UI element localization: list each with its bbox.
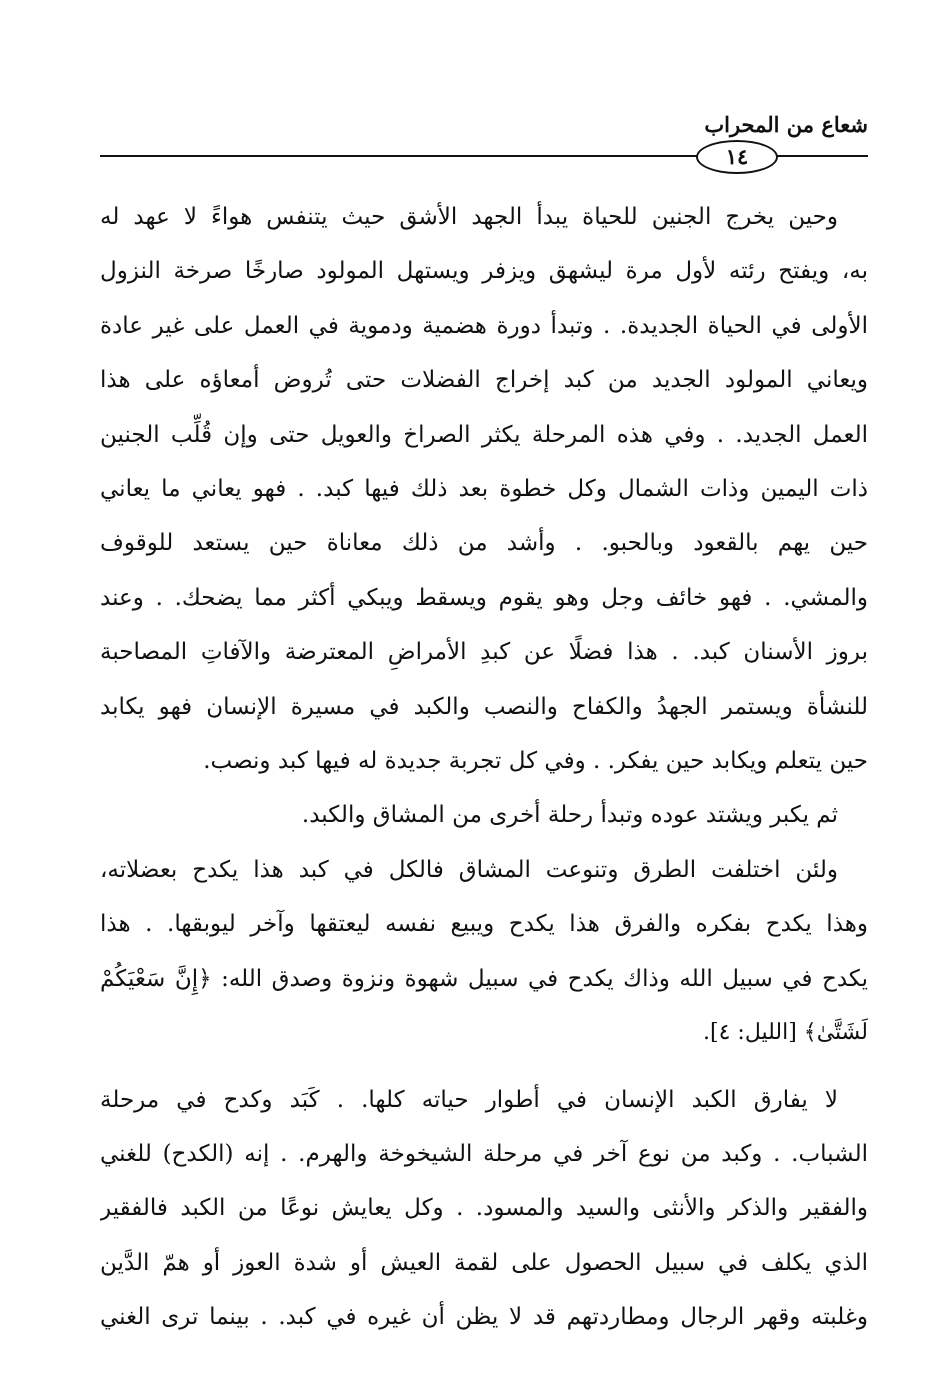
body-text [100, 190, 868, 1345]
text-line: العمل الجديد. . وفي هذه المرحلة يكثر الصراخ والعويل حتى وإن قُلِّب الجنين [100, 421, 868, 448]
text-line: ثم يكبر ويشتد عوده وتبدأ رحلة أخرى من المشاق والكبد. [301, 802, 838, 829]
text-line: وغلبته وقهر الرجال ومطاردتهم قد لا يظن أن غيره في كبد. . بينما ترى الغني [100, 1304, 868, 1331]
text-line: لَشَتَّىٰ﴾ [الليل: ٤]. [703, 1020, 868, 1046]
paragraph-gap [100, 1061, 868, 1073]
text-line: الشباب. . وكبد من نوع آخر في مرحلة الشيخوخة والهرم. . إنه (الكدح) للغني [100, 1140, 868, 1167]
text-line: حين يتعلم ويكابد حين يفكر. . وفي كل تجربة جديدة له فيها كبد ونصب. [203, 748, 868, 775]
text-line: الأولى في الحياة الجديدة. . وتبدأ دورة هضمية ودموية في العمل على غير عادة [100, 312, 868, 339]
text-line: للنشأة ويستمر الجهدُ والكفاح والنصب والكبد في مسيرة الإنسان فهو يكابد [100, 693, 868, 720]
page-header [100, 112, 868, 172]
text-line: به، ويفتح رئته لأول مرة ليشهق ويزفر ويستهل المولود صارخًا صرخة النزول [100, 258, 868, 285]
running-title: شعاع من المحراب [704, 112, 868, 137]
text-line: حين يهم بالقعود وبالحبو. . وأشد من ذلك معاناة حين يستعد للوقوف [100, 530, 868, 557]
page-number-badge: ١٤ [696, 140, 778, 174]
text-line: والمشي. . فهو خائف وجل وهو يقوم ويسقط ويبكي أكثر مما يضحك. . وعند [100, 584, 868, 611]
text-line: وهذا يكدح بفكره والفرق هذا يكدح ويبيع نفسه ليعتقها وآخر ليوبقها. . هذا [100, 911, 868, 938]
text-line: والفقير والذكر والأنثى والسيد والمسود. . وكل يعايش نوعًا من الكبد فالفقير [100, 1195, 868, 1222]
text-line: وحين يخرج الجنين للحياة يبدأ الجهد الأشق حيث يتنفس هواءً لا عهد له [100, 204, 838, 230]
text-line: الذي يكلف في سبيل الحصول على لقمة العيش أو شدة العوز أو همّ الدَّين [100, 1249, 868, 1276]
text-line: بروز الأسنان كبد. . هذا فضلًا عن كبدِ الأمراضِ المعترضة والآفاتِ المصاحبة [100, 639, 868, 666]
text-line: لا يفارق الكبد الإنسان في أطوار حياته كلها. . كَبَد وكدح في مرحلة [100, 1086, 838, 1113]
text-line: ويعاني المولود الجديد من كبد إخراج الفضلات حتى تُروض أمعاؤه على هذا [100, 367, 868, 394]
text-line: يكدح في سبيل الله وذاك يكدح في سبيل شهوة ونزوة وصدق الله: ﴿إِنَّ سَعْيَكُمْ [100, 965, 868, 992]
text-line: ولئن اختلفت الطرق وتنوعت المشاق فالكل في كبد هذا يكدح بعضلاته، [100, 856, 838, 883]
text-line: ذات اليمين وذات الشمال وكل خطوة بعد ذلك فيها كبد. . فهو يعاني ما يعاني [100, 476, 868, 503]
